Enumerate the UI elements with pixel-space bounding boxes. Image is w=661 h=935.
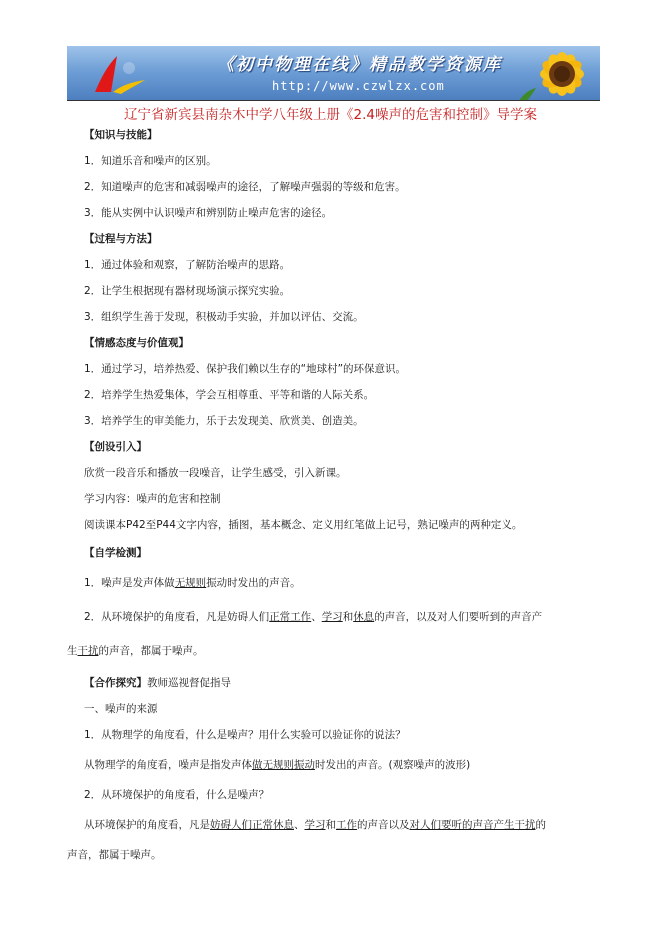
selfcheck-q2-cont-post: 的声音，都属于噪声。 [98,645,204,657]
coop-a2-sep-2: 和 [325,819,336,831]
intro-line-2: 学习内容：噪声的危害和控制 [84,493,221,505]
coop-subheading-1: 一、噪声的来源 [84,703,158,715]
heading-emotion: 【情感态度与价值观】 [84,337,189,349]
heading-process: 【过程与方法】 [84,233,158,245]
selfcheck-q1-answer: 无规则 [174,577,207,589]
banner-url: http://www.czwlzx.com [272,79,445,93]
coop-q2: 2．从环境保护的角度看，什么是噪声？ [84,789,270,801]
banner-title: 《初中物理在线》精品教学资源库 [217,55,502,75]
knowledge-item-3: 3．能从实例中认识噪声和辨别防止噪声危害的途径。 [84,207,333,219]
selfcheck-q1-post: 振动时发出的声音。 [206,577,301,589]
sunflower-icon [506,46,600,100]
selfcheck-q1-pre: 1．噪声是发声体做 [84,577,175,589]
selfcheck-q2-post: 的声音，以及对人们要听到的声音产 [374,611,543,623]
coop-a2-cont: 声音，都属于噪声。 [67,849,162,861]
logo-icon [87,48,151,98]
coop-a2 [84,818,546,832]
coop-a2-pre: 从环境保护的角度看，凡是 [84,819,210,831]
selfcheck-q2-cont [67,644,204,658]
selfcheck-q2-answer-3: 休息 [353,611,375,623]
selfcheck-q2-pre: 2．从环境保护的角度看，凡是妨碍人们 [84,611,270,623]
selfcheck-q1 [84,576,301,590]
heading-knowledge: 【知识与技能】 [84,129,158,141]
heading-selfcheck: 【自学检测】 [84,547,147,559]
intro-line-3: 阅读课本P42至P44文字内容，插图，基本概念、定义用红笔做上记号，熟记噪声的两种定义。 [84,519,523,531]
selfcheck-q2-answer-2: 学习 [321,611,343,623]
coop-q1: 1．从物理学的角度看，什么是噪声？用什么实验可以验证你的说法？ [84,729,406,741]
coop-a2-mid: 的声音以及 [357,819,410,831]
coop-a1 [84,758,470,772]
selfcheck-q2 [84,610,542,624]
selfcheck-q2-answer-1: 正常工作 [269,611,312,623]
emotion-item-1: 1．通过学习，培养热爱、保护我们赖以生存的“地球村”的环保意识。 [84,363,407,375]
process-item-1: 1．通过体验和观察，了解防治噪声的思路。 [84,259,291,271]
coop-a2-post: 的 [535,819,546,831]
selfcheck-q2-sep-1: 、 [311,611,322,623]
coop-a2-answer-2: 学习 [304,819,326,831]
emotion-item-3: 3．培养学生的审美能力，乐于去发现美、欣赏美、创造美。 [84,415,364,427]
emotion-item-2: 2．培养学生热爱集体，学会互相尊重、平等和谐的人际关系。 [84,389,375,401]
coop-a2-answer-4: 对人们要听的声音产生干扰 [409,819,536,831]
coop-a2-sep-1: 、 [294,819,305,831]
coop-a1-post: 时发出的声音。(观察噪声的波形) [315,759,471,771]
coop-a1-pre: 从物理学的角度看，噪声是指发声体 [84,759,252,771]
heading-coop [84,676,231,690]
header-banner [67,46,600,100]
selfcheck-q2-cont-pre: 生 [67,645,78,657]
heading-intro: 【创设引入】 [84,441,147,453]
intro-line-1: 欣赏一段音乐和播放一段噪音，让学生感受，引入新课。 [84,467,347,479]
heading-coop-rest: 教师巡视督促指导 [147,677,231,689]
coop-a2-answer-1: 妨碍人们正常休息 [210,819,294,831]
heading-coop-label: 【合作探究】 [84,677,147,689]
knowledge-item-2: 2．知道噪声的危害和减弱噪声的途径，了解噪声强弱的等级和危害。 [84,181,406,193]
coop-a1-answer: 做无规则振动 [252,759,315,771]
selfcheck-q2-answer-4: 干扰 [77,645,99,657]
selfcheck-q2-sep-2: 和 [342,611,354,623]
process-item-3: 3．组织学生善于发现，积极动手实验，并加以评估、交流。 [84,311,364,323]
process-item-2: 2．让学生根据现有器材现场演示探究实验。 [84,285,291,297]
header-rule [67,100,600,101]
coop-a2-answer-3: 工作 [336,819,357,831]
knowledge-item-1: 1．知道乐音和噪声的区别。 [84,155,217,167]
document-title: 辽宁省新宾县南杂木中学八年级上册《2.4噪声的危害和控制》导学案 [124,107,537,123]
